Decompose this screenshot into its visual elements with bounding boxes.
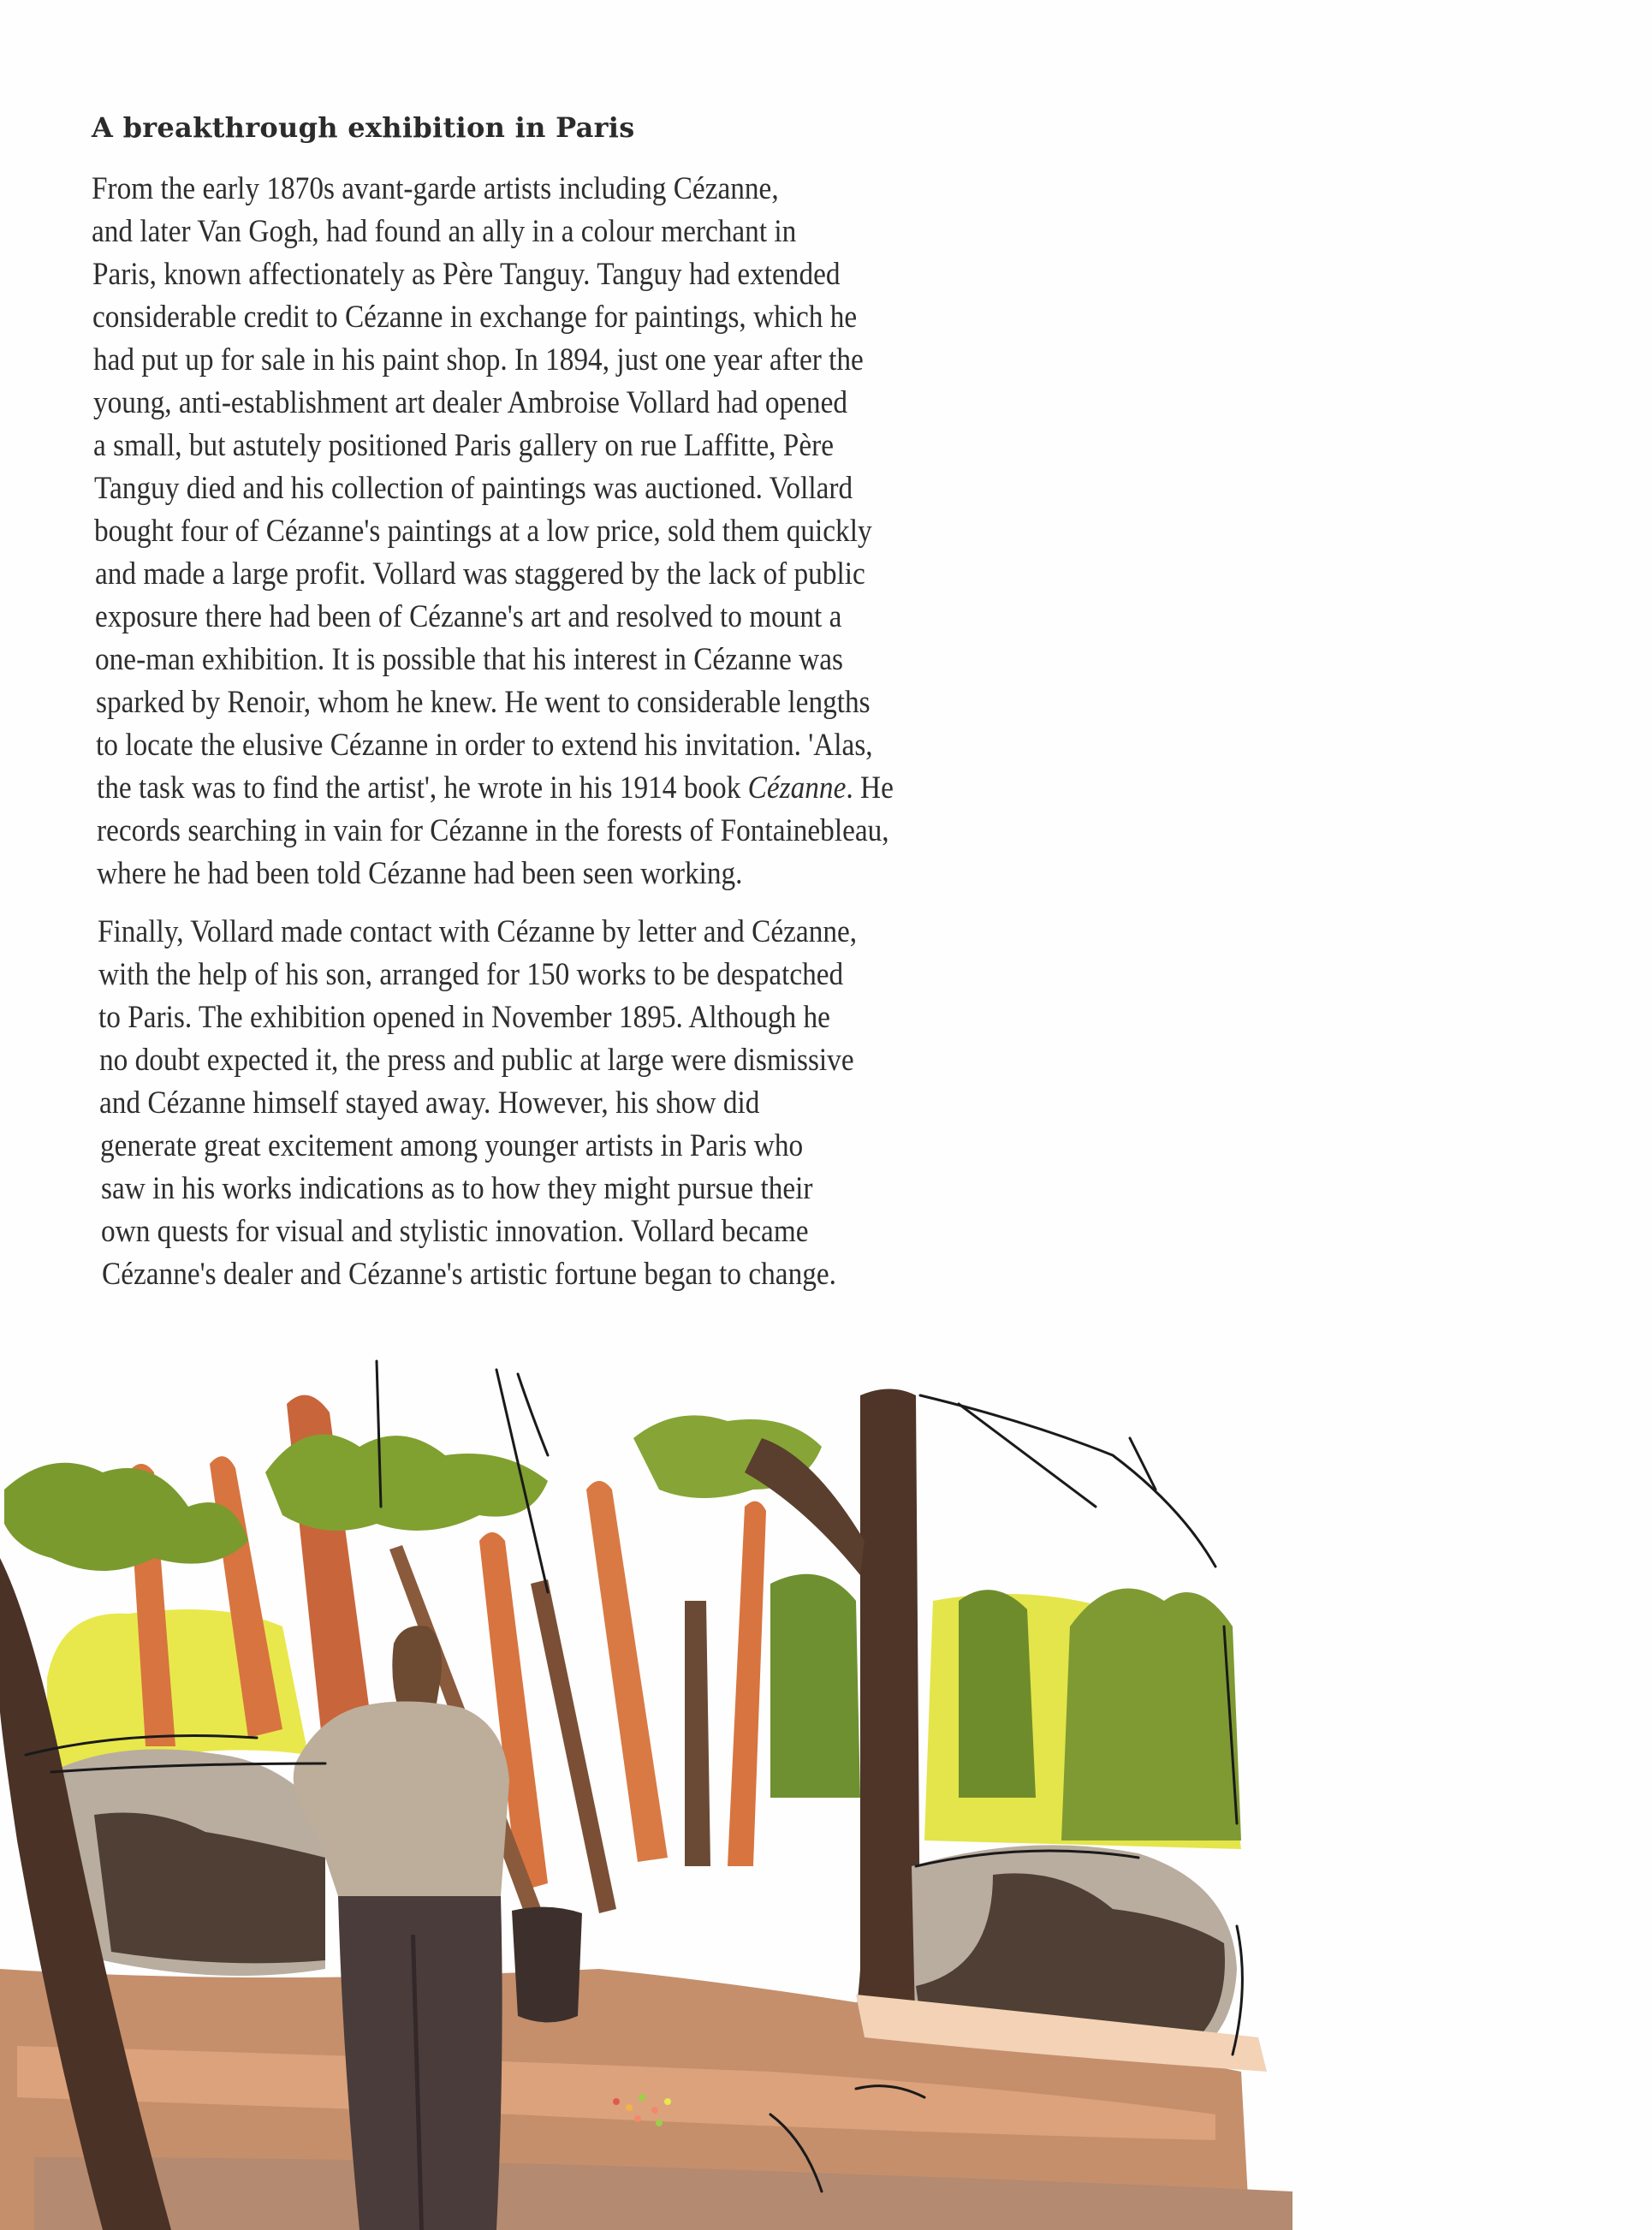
paragraph-line: Cézanne's dealer and Cézanne's artistic fortune began to change. (101, 1257, 836, 1292)
paragraph-line: exposure there had been of Cézanne's art and resolved to mount a (95, 599, 842, 634)
paragraph-line: Paris, known affectionately as Père Tanguy. Tanguy had extended (92, 257, 841, 292)
foliage-canopy-left (4, 1463, 248, 1571)
paragraph-line: and later Van Gogh, had found an ally in a colour merchant in (92, 214, 797, 249)
paragraph-line: one-man exhibition. It is possible that his interest in Cézanne was (95, 642, 844, 677)
paragraph-line: own quests for visual and stylistic innovation. Vollard became (101, 1214, 809, 1249)
paragraph-line: and Cézanne himself stayed away. However, his show did (99, 1085, 760, 1121)
paragraph-line: records searching in vain for Cézanne in the forests of Fontainebleau, (97, 813, 889, 848)
paragraph-line: generate great excitement among younger artists in Paris who (100, 1128, 804, 1163)
section-heading: A breakthrough exhibition in Paris (92, 111, 635, 144)
foliage-canopy-mid (265, 1434, 548, 1531)
paragraph-line: young, anti-establishment art dealer Ambroise Vollard had opened (93, 385, 848, 420)
paragraph-line: to locate the elusive Cézanne in order to extend his invitation. 'Alas, (96, 728, 873, 763)
paragraph-line: considerable credit to Cézanne in exchange for paintings, which he (92, 300, 858, 335)
paragraph-line: the task was to find the artist', he wrote in his 1914 book Cézanne. He (96, 770, 894, 806)
paragraph-line: had put up for sale in his paint shop. In 1894, just one year after the (92, 342, 864, 378)
paragraph-line: where he had been told Cézanne had been seen working. (97, 856, 743, 891)
paragraph-line: Tanguy died and his collection of paintings was auctioned. Vollard (93, 471, 853, 506)
green-trees-right (1061, 1588, 1241, 1840)
paragraph-line: Finally, Vollard made contact with Cézanne by letter and Cézanne, (98, 914, 858, 949)
paragraph-line: no doubt expected it, the press and public at large were dismissive (98, 1043, 854, 1078)
dark-bucket (512, 1907, 582, 2023)
head (392, 1626, 442, 1708)
paragraph-line: From the early 1870s avant-garde artists including Cézanne, (92, 171, 779, 206)
paragraph-line: a small, but astutely positioned Paris gallery on rue Laffitte, Père (93, 428, 835, 463)
paragraph-line: bought four of Cézanne's paintings at a low price, sold them quickly (94, 514, 872, 549)
paragraph-line: saw in his works indications as to how they might pursue their (100, 1171, 813, 1206)
paragraph-line: with the help of his son, arranged for 150 works to be despatched (98, 957, 843, 992)
jacket (294, 1702, 509, 1897)
paragraph-line: and made a large profit. Vollard was staggered by the lack of public (94, 556, 865, 592)
paragraph-line: sparked by Renoir, whom he knew. He went to considerable lengths (95, 685, 871, 720)
paragraph-line: to Paris. The exhibition opened in November 1895. Although he (98, 1000, 831, 1035)
forest-illustration (0, 1353, 1652, 2230)
book-title: Cézanne (740, 770, 846, 806)
